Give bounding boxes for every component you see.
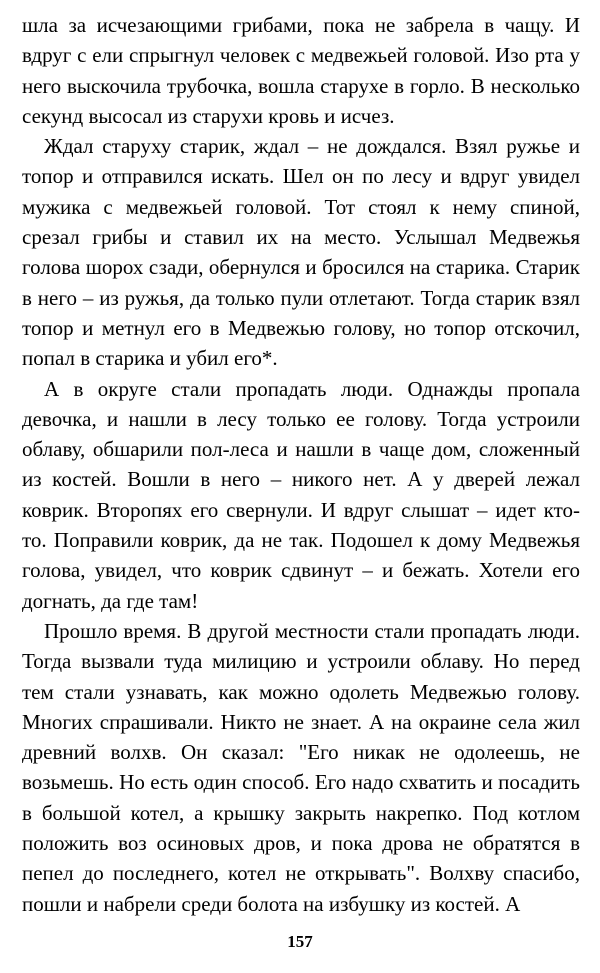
page-number: 157 [287, 932, 313, 951]
paragraph-2: Ждал старуху старик, ждал – не дождался. Взял ружье и топор и отправился искать. Шел он по лесу и вдруг увидел мужика с медвежьей головой. Тот стоял к нему спиной, срезал грибы и ставил их на место. Услышал Медвежья голова шорох сзади, обернулся и бросился на старика. Старик в него – из ружья, да только пули отлетают. Тогда старик взял топор и метнул его в Медвежью голову, но топор отскочил, попал в старика и убил его*. [22, 134, 580, 371]
paragraph-1: шла за исчезающими грибами, пока не забрела в чащу. И вдруг с ели спрыгнул человек с медвежьей головой. Изо рта у него выскочила трубочка, вошла старухе в горло. В несколько секунд высосал из старухи кровь и исчез. [22, 13, 580, 128]
page-text [22, 10, 580, 919]
paragraph-3: А в округе стали пропадать люди. Однажды пропала девочка, и нашли в лесу только ее голову. Тогда устроили облаву, обшарили пол-леса и нашли в чаще дом, сложенный из костей. Вошли в него – никого нет. А у дверей лежал коврик. Второпях его свернули. И вдруг слышат – идет кто-то. Поправили коврик, да не так. Подошел к дому Медвежья голова, увидел, что коврик сдвинут – и бежать. Хотели его догнать, да где там! [22, 376, 580, 613]
paragraph-4: Прошло время. В другой местности стали пропадать люди. Тогда вызвали туда милицию и устроили облаву. Но перед тем стали узнавать, как можно одолеть Медвежью голову. Многих спрашивали. Никто не знает. А на окраине села жил древний волхв. Он сказал: "Его никак не одолеешь, не возьмешь. Но есть один способ. Его надо схватить и посадить в большой котел, а крышку закрыть накрепко. Под котлом положить воз осиновых дров, и пока дрова не обратятся в пепел до последнего, котел не открывать". Волхву спасибо, пошли и набрели среди болота на избушку из костей. А [22, 618, 580, 916]
